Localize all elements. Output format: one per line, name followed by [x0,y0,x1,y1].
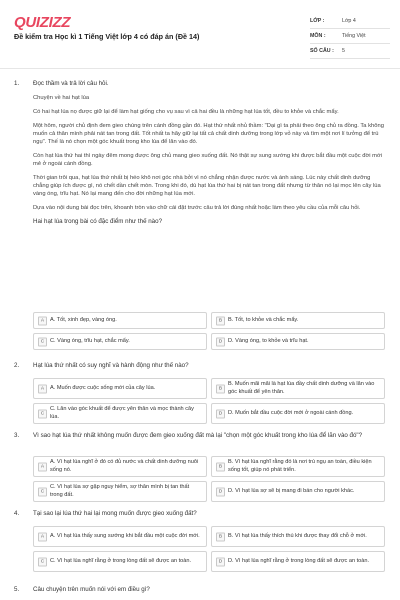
question-body [33,586,385,594]
question-4-options [33,526,384,572]
worksheet-header [0,0,400,66]
option-b[interactable] [211,456,385,477]
worksheet-title: Đề kiểm tra Học kì 1 Tiếng Việt lớp 4 có đáp án (Đề 14) [14,32,200,41]
option-text: A. Vì hạt lúa thấy sung sướng khi bắt đầu một cuộc đời mới. [50,532,200,539]
option-letter: B [216,462,225,471]
question-3-options [33,456,384,502]
option-letter: C [38,337,47,346]
question-text: Vì sao hạt lúa thứ nhất không muốn được đem gieo xuống đất mà lại "chọn một góc khuất trong kho lúa để lăn vào đó"? [33,432,363,439]
option-letter: C [38,557,47,566]
meta-row-count [310,44,390,59]
story-title: Chuyện về hai hạt lúa [33,95,90,102]
option-text: C. Vàng óng, trĩu hạt, chắc mẩy. [50,337,130,344]
question-1-options [33,312,384,350]
question-text: Tại sao lại lúa thứ hai lại mong muốn được gieo xuống đất? [33,510,197,517]
option-a[interactable] [33,456,207,477]
option-a[interactable] [33,378,207,399]
option-text: B. Vì hạt lúa thấy thích thú khi được thay đổi chỗ ở mới. [228,532,367,539]
option-letter: A [38,532,47,541]
question-body [33,80,385,226]
question-text: Câu chuyện trên muốn nói với em điều gì? [33,586,150,593]
option-text: A. Tốt, xinh đẹp, vàng óng. [50,316,117,323]
option-letter: C [38,487,47,496]
question-text: Hạt lúa thứ nhất có suy nghĩ và hành động như thế nào? [33,362,189,369]
meta-value: Tiếng Việt [342,33,366,39]
option-text: B. Muốn mãi mãi là hạt lúa đầy chất dinh dưỡng và lăn vào góc khuất để yên thân. [228,381,375,395]
story-paragraph: Một hôm, người chủ định đem gieo chúng trên cánh đồng gần đó. Hạt thứ nhất nhủ thầm: "Dại gì ta phải theo ông chủ ra đồng. Ta không muốn cả thân mình phải nát tan trong đất. Tốt nhất ta hãy giữ lại tất cả chất dinh dưỡng trong lớp vỏ này và tìm một nơi lí tưởng để trú ngụ". Thế là nó chọn một góc khuất trong kho lúa để lăn vào đó. [33,123,384,146]
story-paragraph: Còn hạt lúa thứ hai thì ngày đêm mong được ông chủ mang gieo xuống đất. Nó thật sự sung sướng khi được bắt đầu một cuộc đời mới mẻ ở ngoài cánh đồng. [33,153,383,168]
option-a[interactable] [33,526,207,547]
option-text: A. Vì hạt lúa nghĩ ở đó có đủ nước và chất dinh dưỡng nuôi sống nó. [50,459,199,473]
meta-row-grade [310,14,390,29]
question-number: 3. [14,432,20,439]
option-text: A. Muốn được cuộc sống mới của cây lúa. [50,384,156,391]
option-d[interactable] [211,481,385,502]
option-letter: B [216,316,225,325]
option-letter: C [38,409,47,418]
question-number: 5. [14,586,20,593]
question-text: Đọc thầm và trả lời câu hỏi. [33,80,109,87]
worksheet-meta [310,14,390,59]
option-text: C. Vì hạt lúa nghĩ rằng ở trong lòng đất sẽ được an toàn. [50,557,192,564]
meta-key: LỚP : [310,18,325,24]
question-body [33,432,385,440]
option-letter: D [216,337,225,346]
option-b[interactable] [211,378,385,399]
meta-key: SỐ CÂU : [310,48,334,54]
option-letter: A [38,316,47,325]
quizizz-logo: QUIZIZZ [14,14,71,31]
option-b[interactable] [211,526,385,547]
story-paragraph: Thời gian trôi qua, hạt lúa thứ nhất bị héo khô nơi góc nhà bởi vì nó chẳng nhận được nước và ánh sáng. Lúc này chất dinh dưỡng chẳng giúp ích được gì, nó chết dần chết mòn. Trong khi đó, dù hạt lúa thứ hai bị nát tan trong đất nhưng từ thân nó lại mọc lên cây lúa vàng óng, trĩu hạt. Nó lại mang đến cho đời những hạt lúa mới. [33,175,381,198]
meta-key: MÔN : [310,33,326,39]
option-text: D. Vì hạt lúa nghĩ rằng ở trong lòng đất sẽ được an toàn. [228,557,370,564]
option-letter: B [216,384,225,393]
option-b[interactable] [211,312,385,329]
option-letter: B [216,532,225,541]
option-d[interactable] [211,333,385,350]
question-number: 2. [14,362,20,369]
option-text: B. Tốt, to khỏe và chắc mẩy. [228,316,299,323]
question-number: 4. [14,510,20,517]
question-2-options [33,378,384,424]
sub-question-text: Hai hạt lúa trong bài có đặc điểm như thế nào? [33,218,163,226]
option-text: B. Vì hạt lúa nghĩ rằng đó là nơi trú ngụ an toàn, điều kiện sống tốt, giúp nó phát triển. [228,459,372,473]
option-letter: D [216,557,225,566]
question-number: 1. [14,80,20,87]
option-d[interactable] [211,551,385,572]
meta-row-subject [310,29,390,44]
option-a[interactable] [33,312,207,329]
story-paragraph: Có hai hạt lúa nọ được giữ lại để làm hạt giống cho vụ sau vì cả hai đều là những hạt lúa tốt, đều to khỏe và chắc mẩy. [33,109,339,116]
option-text: D. Vàng óng, to khỏe và trĩu hạt. [228,337,309,344]
meta-value: Lớp 4 [342,18,356,24]
option-text: D. Vì hạt lúa sợ sẽ bị mang đi bán cho người khác. [228,487,355,494]
option-d[interactable] [211,403,385,424]
option-text: D. Muốn bắt đầu cuộc đời mới ở ngoài cánh đồng. [228,409,354,416]
meta-value: 5 [342,48,345,54]
option-letter: D [216,487,225,496]
question-body [33,510,385,518]
option-text: C. Lăn vào góc khuất để được yên thân và mọc thành cây lúa. [50,406,194,420]
option-c[interactable] [33,481,207,502]
option-c[interactable] [33,551,207,572]
option-letter: A [38,384,47,393]
question-body [33,362,385,370]
option-letter: D [216,409,225,418]
instruction-paragraph: Dựa vào nội dung bài đọc trên, khoanh tròn vào chữ cái đặt trước câu trả lời đúng nhất hoặc làm theo yêu cầu của mỗi câu hỏi. [33,205,361,212]
option-c[interactable] [33,403,207,424]
option-c[interactable] [33,333,207,350]
option-letter: A [38,462,47,471]
header-divider [0,68,400,69]
option-text: C. Vì hạt lúa sợ gặp nguy hiểm, sợ thân mình bị tan thất trong đất. [50,484,190,498]
